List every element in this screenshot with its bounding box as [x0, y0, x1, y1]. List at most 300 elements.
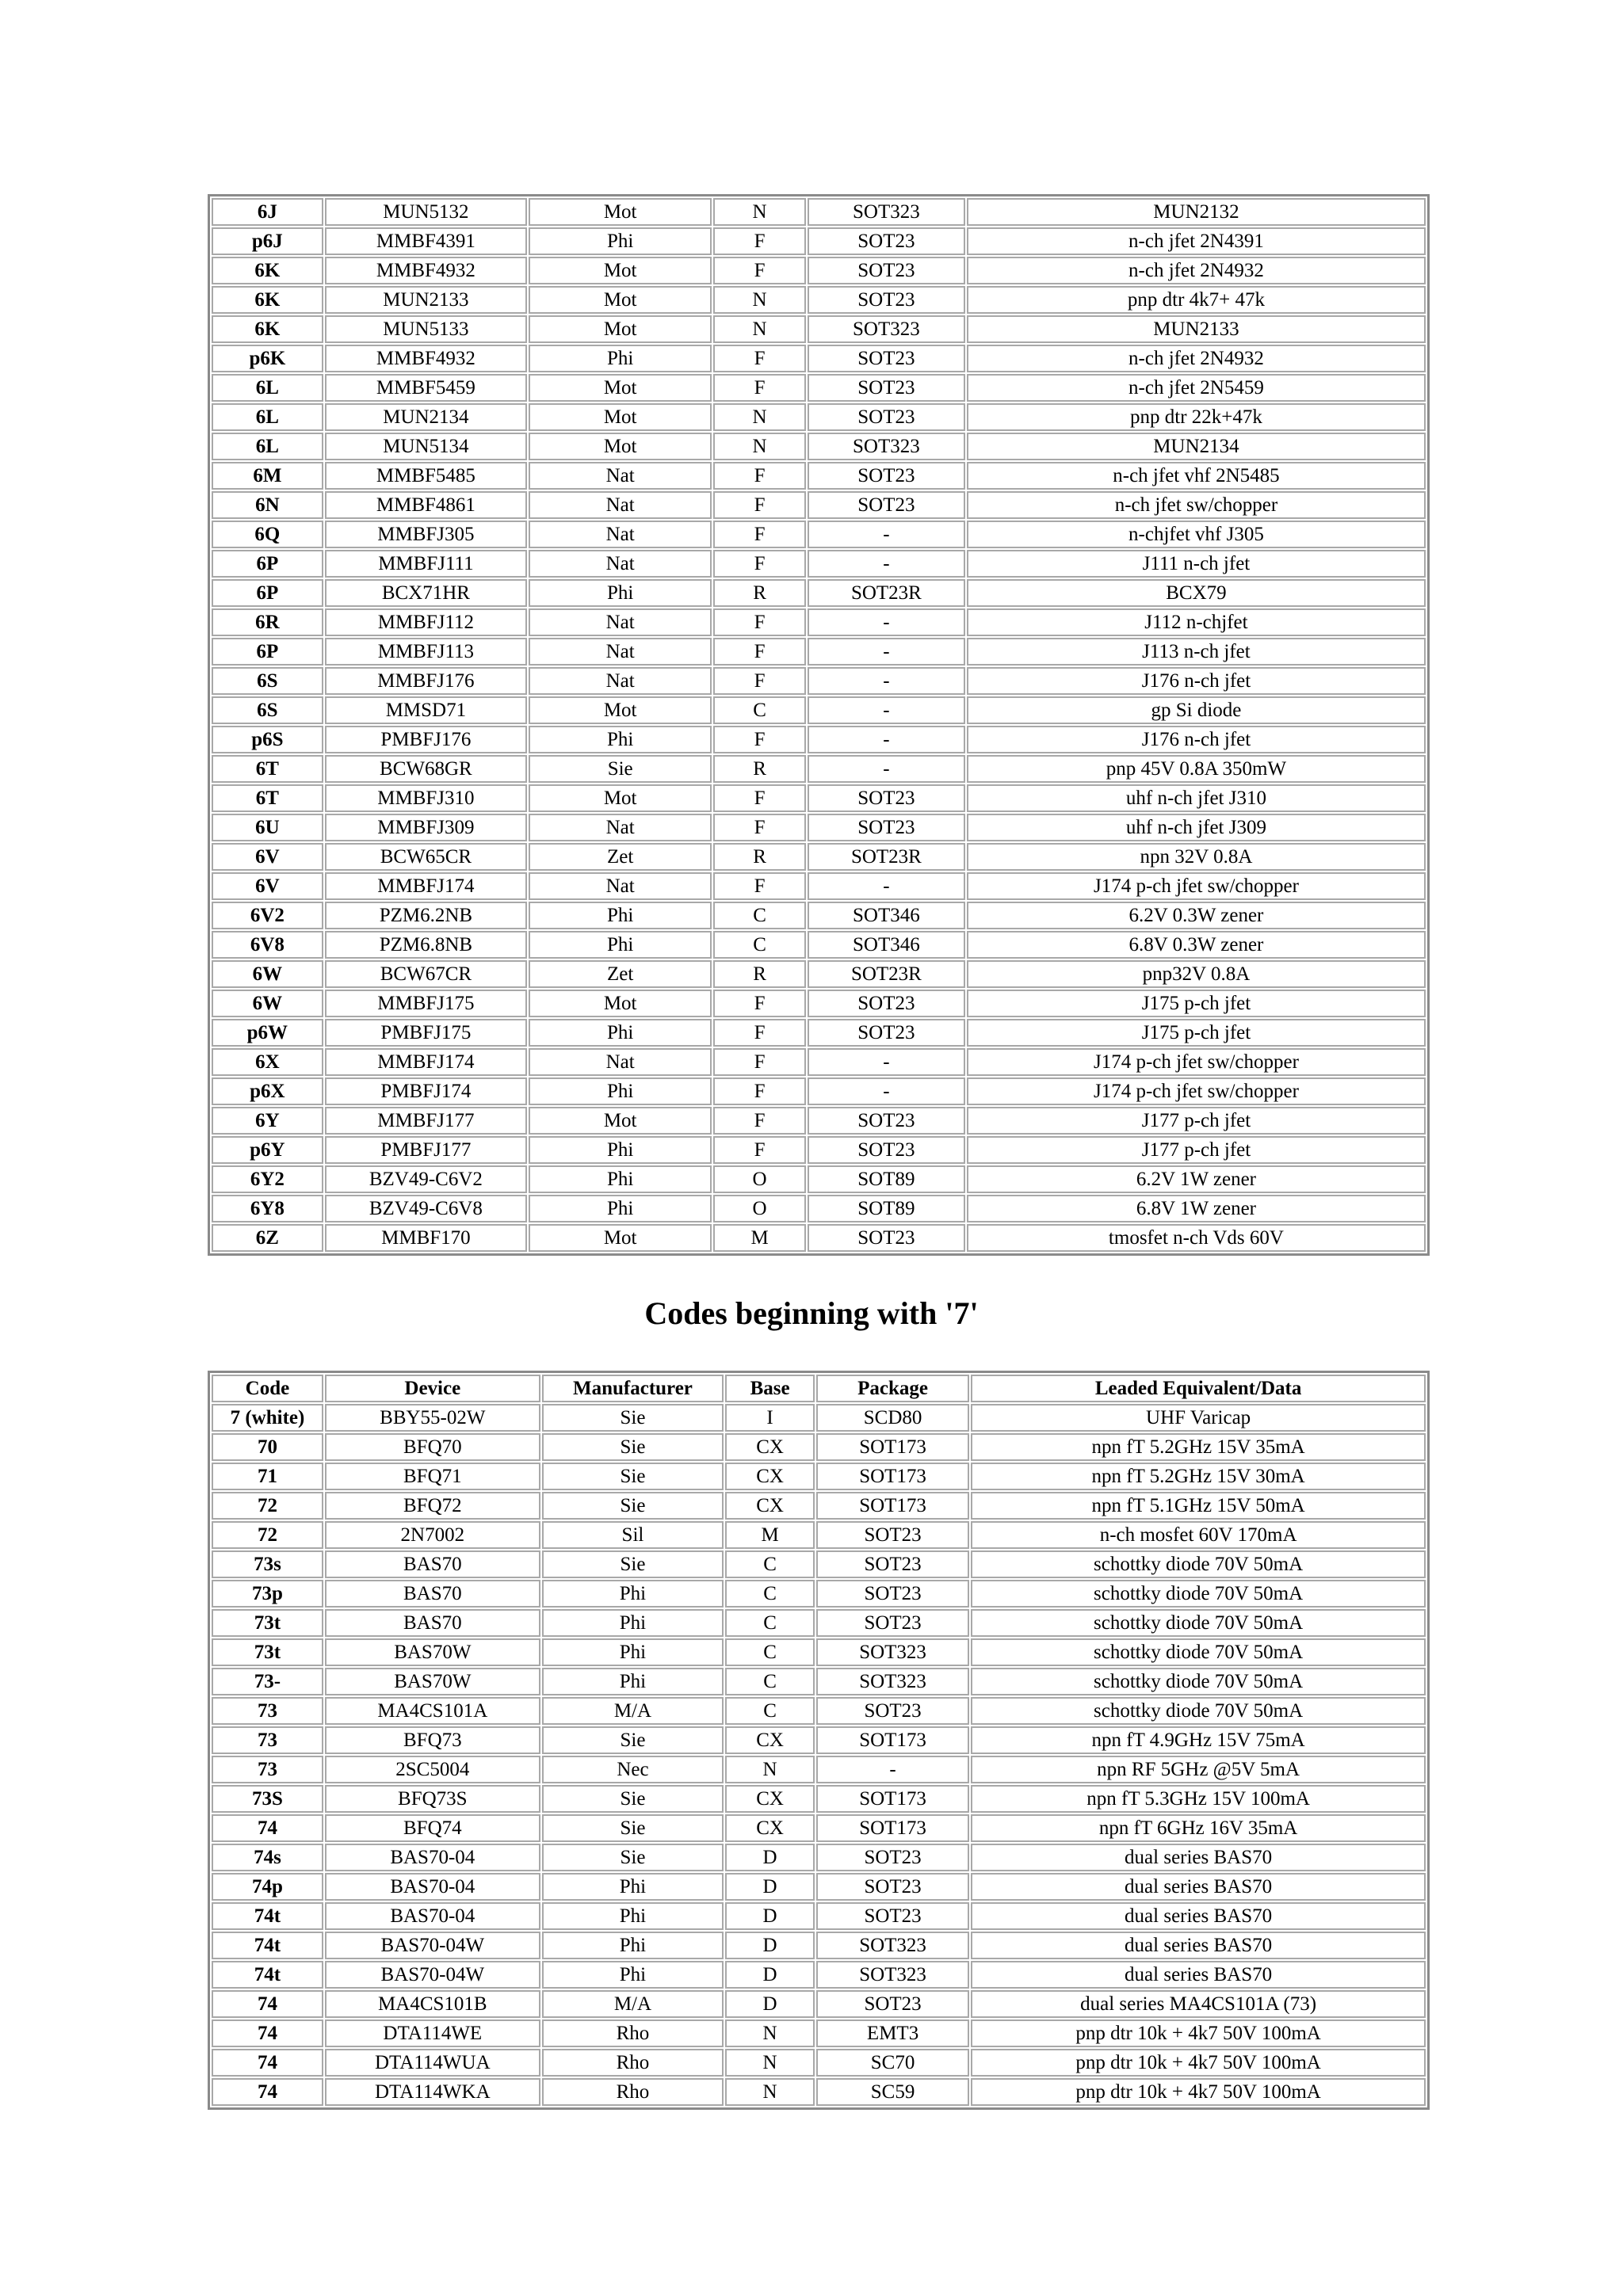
table-row: [212, 1077, 1426, 1105]
base-cell: F: [713, 990, 806, 1017]
table-row: [212, 198, 1426, 226]
base-cell: M: [713, 1224, 806, 1252]
device-cell: MMBFJ174: [325, 872, 527, 900]
device-cell: MMBFJ111: [325, 550, 527, 578]
base-cell: N: [725, 2078, 815, 2106]
table-row: [212, 257, 1426, 284]
manufacturer-cell: Phi: [542, 1873, 724, 1901]
manufacturer-cell: Phi: [529, 227, 712, 255]
device-cell: MMBFJ310: [325, 784, 527, 812]
table-row: [212, 1814, 1426, 1842]
data-cell: J177 p-ch jfet: [967, 1136, 1426, 1164]
code-cell: p6K: [212, 345, 323, 372]
device-cell: PMBFJ176: [325, 726, 527, 753]
code-cell: 73p: [212, 1580, 323, 1608]
data-cell: J175 p-ch jfet: [967, 1019, 1426, 1047]
table-row: [212, 374, 1426, 402]
code-cell: 74: [212, 2019, 323, 2047]
package-cell: SOT346: [808, 931, 965, 959]
package-cell: SC70: [816, 2049, 969, 2077]
table-row: [212, 1638, 1426, 1666]
data-cell: MUN2132: [967, 198, 1426, 226]
data-cell: pnp dtr 22k+47k: [967, 403, 1426, 431]
data-cell: pnp32V 0.8A: [967, 960, 1426, 988]
data-cell: schottky diode 70V 50mA: [971, 1638, 1426, 1666]
table-row: [212, 1726, 1426, 1754]
data-cell: dual series BAS70: [971, 1902, 1426, 1930]
manufacturer-cell: Sie: [542, 1433, 724, 1461]
base-cell: CX: [725, 1463, 815, 1490]
package-cell: SOT173: [816, 1492, 969, 1520]
package-cell: SOT23: [816, 1902, 969, 1930]
device-cell: MA4CS101B: [325, 1990, 540, 2018]
data-cell: uhf n-ch jfet J310: [967, 784, 1426, 812]
base-cell: C: [725, 1668, 815, 1695]
table-row: [212, 638, 1426, 666]
data-cell: 6.2V 0.3W zener: [967, 902, 1426, 929]
base-cell: CX: [725, 1785, 815, 1813]
data-cell: n-ch jfet sw/chopper: [967, 491, 1426, 519]
base-cell: C: [713, 902, 806, 929]
table-row: [212, 784, 1426, 812]
device-cell: MMBF4861: [325, 491, 527, 519]
base-cell: C: [713, 931, 806, 959]
manufacturer-cell: Mot: [529, 286, 712, 314]
package-cell: SOT23: [808, 1136, 965, 1164]
manufacturer-cell: Sie: [542, 1404, 724, 1432]
data-cell: n-ch jfet 2N4932: [967, 257, 1426, 284]
code-cell: 6Y2: [212, 1165, 323, 1193]
header-row: [212, 1375, 1426, 1402]
table-row: [212, 1165, 1426, 1193]
table-row: [212, 902, 1426, 929]
manufacturer-cell: Mot: [529, 433, 712, 460]
code-cell: 73: [212, 1697, 323, 1725]
package-cell: -: [808, 726, 965, 753]
device-cell: PMBFJ175: [325, 1019, 527, 1047]
code-cell: 73S: [212, 1785, 323, 1813]
table-row: [212, 2049, 1426, 2077]
table-row: [212, 1697, 1426, 1725]
data-cell: pnp dtr 10k + 4k7 50V 100mA: [971, 2019, 1426, 2047]
manufacturer-cell: Sil: [542, 1521, 724, 1549]
code-cell: 73: [212, 1726, 323, 1754]
manufacturer-cell: M/A: [542, 1697, 724, 1725]
data-cell: n-chjfet vhf J305: [967, 521, 1426, 548]
data-cell: n-ch jfet 2N4391: [967, 227, 1426, 255]
manufacturer-cell: Phi: [529, 1195, 712, 1222]
data-cell: J174 p-ch jfet sw/chopper: [967, 1048, 1426, 1076]
base-cell: N: [713, 198, 806, 226]
manufacturer-cell: Mot: [529, 257, 712, 284]
base-cell: F: [713, 550, 806, 578]
data-cell: J113 n-ch jfet: [967, 638, 1426, 666]
data-cell: J176 n-ch jfet: [967, 667, 1426, 695]
manufacturer-cell: Mot: [529, 1107, 712, 1135]
package-cell: -: [816, 1756, 969, 1783]
code-cell: 6L: [212, 403, 323, 431]
code-cell: p6J: [212, 227, 323, 255]
manufacturer-cell: Phi: [542, 1668, 724, 1695]
base-cell: F: [713, 784, 806, 812]
device-cell: MMBF4932: [325, 345, 527, 372]
data-cell: schottky diode 70V 50mA: [971, 1550, 1426, 1578]
package-cell: SOT23: [808, 462, 965, 490]
table-row: [212, 1463, 1426, 1490]
package-cell: SOT23R: [808, 579, 965, 607]
code-cell: 6N: [212, 491, 323, 519]
table-row: [212, 1844, 1426, 1871]
device-cell: BZV49-C6V8: [325, 1195, 527, 1222]
table-row: [212, 1580, 1426, 1608]
base-cell: F: [713, 1048, 806, 1076]
data-cell: npn 32V 0.8A: [967, 843, 1426, 871]
manufacturer-cell: Rho: [542, 2049, 724, 2077]
base-cell: F: [713, 491, 806, 519]
code-cell: 6T: [212, 755, 323, 783]
device-cell: MMBFJ175: [325, 990, 527, 1017]
data-cell: n-ch jfet 2N4932: [967, 345, 1426, 372]
device-cell: MMBFJ112: [325, 608, 527, 636]
device-cell: BCX71HR: [325, 579, 527, 607]
code-cell: p6X: [212, 1077, 323, 1105]
manufacturer-cell: Nat: [529, 667, 712, 695]
table-row: [212, 872, 1426, 900]
code-cell: 6Y: [212, 1107, 323, 1135]
device-cell: DTA114WKA: [325, 2078, 540, 2106]
data-cell: J111 n-ch jfet: [967, 550, 1426, 578]
device-cell: MMBF4932: [325, 257, 527, 284]
device-cell: MMBFJ309: [325, 814, 527, 841]
base-cell: D: [725, 1961, 815, 1989]
data-cell: 6.2V 1W zener: [967, 1165, 1426, 1193]
device-cell: BAS70-04: [325, 1902, 540, 1930]
manufacturer-cell: Nat: [529, 550, 712, 578]
table-row: [212, 843, 1426, 871]
package-cell: SOT23R: [808, 960, 965, 988]
manufacturer-cell: Rho: [542, 2078, 724, 2106]
device-cell: MUN2134: [325, 403, 527, 431]
table-row: [212, 1902, 1426, 1930]
code-cell: 6M: [212, 462, 323, 490]
codes-7-table: [208, 1371, 1430, 2110]
base-cell: D: [725, 1902, 815, 1930]
device-cell: MMBFJ174: [325, 1048, 527, 1076]
device-cell: BFQ73S: [325, 1785, 540, 1813]
data-cell: J176 n-ch jfet: [967, 726, 1426, 753]
manufacturer-cell: Phi: [529, 1136, 712, 1164]
manufacturer-cell: Nat: [529, 521, 712, 548]
base-cell: F: [713, 227, 806, 255]
base-cell: F: [713, 814, 806, 841]
package-cell: SOT23: [808, 374, 965, 402]
data-cell: J175 p-ch jfet: [967, 990, 1426, 1017]
data-cell: n-ch jfet 2N5459: [967, 374, 1426, 402]
device-cell: MMBF170: [325, 1224, 527, 1252]
device-cell: MMSD71: [325, 696, 527, 724]
code-cell: 74t: [212, 1932, 323, 1959]
code-cell: 6K: [212, 257, 323, 284]
package-cell: SOT323: [816, 1932, 969, 1959]
manufacturer-cell: Zet: [529, 843, 712, 871]
code-cell: 74: [212, 2049, 323, 2077]
data-cell: npn fT 4.9GHz 15V 75mA: [971, 1726, 1426, 1754]
code-cell: 73t: [212, 1638, 323, 1666]
code-cell: 6W: [212, 960, 323, 988]
data-cell: UHF Varicap: [971, 1404, 1426, 1432]
code-cell: 6K: [212, 286, 323, 314]
manufacturer-cell: Nec: [542, 1756, 724, 1783]
code-cell: 72: [212, 1492, 323, 1520]
device-cell: MMBF5485: [325, 462, 527, 490]
data-cell: npn RF 5GHz @5V 5mA: [971, 1756, 1426, 1783]
base-cell: N: [713, 286, 806, 314]
table-row: [212, 462, 1426, 490]
manufacturer-cell: Phi: [542, 1580, 724, 1608]
base-cell: C: [713, 696, 806, 724]
manufacturer-cell: Phi: [529, 1019, 712, 1047]
table-row: [212, 1873, 1426, 1901]
data-cell: pnp dtr 10k + 4k7 50V 100mA: [971, 2078, 1426, 2106]
device-cell: MMBFJ113: [325, 638, 527, 666]
codes-7-table-header: [212, 1375, 1426, 1402]
code-cell: 6U: [212, 814, 323, 841]
package-cell: -: [808, 521, 965, 548]
code-cell: p6Y: [212, 1136, 323, 1164]
table-row: [212, 433, 1426, 460]
device-cell: BAS70-04: [325, 1844, 540, 1871]
base-cell: CX: [725, 1433, 815, 1461]
device-cell: BBY55-02W: [325, 1404, 540, 1432]
code-cell: 6V: [212, 843, 323, 871]
data-cell: MUN2133: [967, 315, 1426, 343]
base-cell: R: [713, 960, 806, 988]
device-cell: BAS70: [325, 1580, 540, 1608]
table-row: [212, 579, 1426, 607]
table-row: [212, 1550, 1426, 1578]
base-cell: F: [713, 345, 806, 372]
manufacturer-cell: Phi: [542, 1609, 724, 1637]
code-cell: 6L: [212, 374, 323, 402]
package-cell: SC59: [816, 2078, 969, 2106]
manufacturer-cell: Phi: [542, 1638, 724, 1666]
base-cell: N: [713, 433, 806, 460]
table-row: [212, 755, 1426, 783]
base-cell: O: [713, 1165, 806, 1193]
code-cell: 7 (white): [212, 1404, 323, 1432]
base-cell: C: [725, 1550, 815, 1578]
code-cell: 74t: [212, 1961, 323, 1989]
code-cell: 6Q: [212, 521, 323, 548]
base-cell: N: [725, 1756, 815, 1783]
device-cell: BAS70-04: [325, 1873, 540, 1901]
table-row: [212, 1433, 1426, 1461]
manufacturer-cell: Phi: [529, 345, 712, 372]
package-cell: SOT323: [808, 198, 965, 226]
device-cell: PZM6.8NB: [325, 931, 527, 959]
table-row: [212, 2019, 1426, 2047]
device-cell: BAS70W: [325, 1638, 540, 1666]
package-cell: -: [808, 638, 965, 666]
package-cell: SOT23: [808, 491, 965, 519]
base-cell: N: [713, 315, 806, 343]
data-cell: J112 n-chjfet: [967, 608, 1426, 636]
package-cell: SOT323: [816, 1638, 969, 1666]
device-cell: PMBFJ174: [325, 1077, 527, 1105]
data-cell: J174 p-ch jfet sw/chopper: [967, 872, 1426, 900]
package-cell: SOT23: [808, 1019, 965, 1047]
manufacturer-cell: Phi: [542, 1902, 724, 1930]
device-cell: MMBFJ305: [325, 521, 527, 548]
package-cell: SOT323: [808, 315, 965, 343]
code-cell: 6X: [212, 1048, 323, 1076]
package-cell: -: [808, 872, 965, 900]
data-cell: pnp 45V 0.8A 350mW: [967, 755, 1426, 783]
package-cell: EMT3: [816, 2019, 969, 2047]
base-cell: R: [713, 755, 806, 783]
section-heading-7: Codes beginning with '7': [644, 1295, 979, 1331]
codes-6-table-body: [212, 198, 1426, 1252]
manufacturer-cell: Sie: [542, 1785, 724, 1813]
table-row: [212, 667, 1426, 695]
base-cell: CX: [725, 1814, 815, 1842]
data-cell: schottky diode 70V 50mA: [971, 1580, 1426, 1608]
device-cell: PZM6.2NB: [325, 902, 527, 929]
manufacturer-cell: Mot: [529, 990, 712, 1017]
table-row: [212, 1224, 1426, 1252]
code-cell: 70: [212, 1433, 323, 1461]
package-cell: SOT23: [808, 814, 965, 841]
package-cell: SOT346: [808, 902, 965, 929]
table-row: [212, 521, 1426, 548]
data-cell: pnp dtr 4k7+ 47k: [967, 286, 1426, 314]
manufacturer-cell: Mot: [529, 198, 712, 226]
base-cell: F: [713, 1019, 806, 1047]
table-row: [212, 345, 1426, 372]
table-row: [212, 1048, 1426, 1076]
base-cell: F: [713, 638, 806, 666]
table-row: [212, 1521, 1426, 1549]
table-row: [212, 931, 1426, 959]
data-cell: schottky diode 70V 50mA: [971, 1668, 1426, 1695]
device-cell: BAS70: [325, 1609, 540, 1637]
table-row: [212, 315, 1426, 343]
device-cell: 2N7002: [325, 1521, 540, 1549]
data-cell: dual series BAS70: [971, 1961, 1426, 1989]
code-cell: p6W: [212, 1019, 323, 1047]
base-cell: D: [725, 1844, 815, 1871]
device-cell: BFQ74: [325, 1814, 540, 1842]
table-row: [212, 696, 1426, 724]
data-cell: dual series BAS70: [971, 1873, 1426, 1901]
manufacturer-cell: Sie: [529, 755, 712, 783]
code-cell: 6S: [212, 667, 323, 695]
base-cell: F: [713, 608, 806, 636]
table-row: [212, 491, 1426, 519]
code-cell: 73: [212, 1756, 323, 1783]
table-row: [212, 1107, 1426, 1135]
code-cell: 71: [212, 1463, 323, 1490]
manufacturer-cell: Mot: [529, 403, 712, 431]
code-cell: 74p: [212, 1873, 323, 1901]
manufacturer-cell: Mot: [529, 1224, 712, 1252]
device-cell: BAS70-04W: [325, 1932, 540, 1959]
table-row: [212, 608, 1426, 636]
manufacturer-cell: Nat: [529, 1048, 712, 1076]
code-cell: 6S: [212, 696, 323, 724]
device-cell: DTA114WUA: [325, 2049, 540, 2077]
base-cell: N: [725, 2019, 815, 2047]
base-cell: D: [725, 1990, 815, 2018]
package-cell: SOT323: [816, 1961, 969, 1989]
package-cell: SOT23: [808, 1107, 965, 1135]
manufacturer-cell: Mot: [529, 374, 712, 402]
package-cell: SOT173: [816, 1785, 969, 1813]
table-row: [212, 726, 1426, 753]
base-cell: D: [725, 1932, 815, 1959]
code-cell: 6T: [212, 784, 323, 812]
data-cell: npn fT 6GHz 16V 35mA: [971, 1814, 1426, 1842]
table-row: [212, 960, 1426, 988]
package-cell: SOT23R: [808, 843, 965, 871]
manufacturer-cell: Phi: [529, 902, 712, 929]
codes-7-table-body: [212, 1404, 1426, 2106]
package-cell: SOT23: [808, 227, 965, 255]
code-cell: 74: [212, 2078, 323, 2106]
base-cell: F: [713, 374, 806, 402]
code-cell: 73s: [212, 1550, 323, 1578]
manufacturer-cell: Mot: [529, 696, 712, 724]
code-cell: 6P: [212, 579, 323, 607]
table-row: [212, 1756, 1426, 1783]
device-cell: MUN5132: [325, 198, 527, 226]
base-cell: F: [713, 872, 806, 900]
manufacturer-cell: Mot: [529, 315, 712, 343]
package-cell: SOT173: [816, 1726, 969, 1754]
package-cell: SOT23: [816, 1580, 969, 1608]
code-cell: 6K: [212, 315, 323, 343]
manufacturer-cell: M/A: [542, 1990, 724, 2018]
package-cell: SOT173: [816, 1814, 969, 1842]
data-cell: n-ch jfet vhf 2N5485: [967, 462, 1426, 490]
column-header-code: Code: [212, 1375, 323, 1402]
data-cell: tmosfet n-ch Vds 60V: [967, 1224, 1426, 1252]
table-row: [212, 990, 1426, 1017]
package-cell: -: [808, 755, 965, 783]
device-cell: BFQ72: [325, 1492, 540, 1520]
code-cell: 74: [212, 1990, 323, 2018]
code-cell: 6L: [212, 433, 323, 460]
package-cell: SOT23: [808, 286, 965, 314]
package-cell: SOT173: [816, 1433, 969, 1461]
manufacturer-cell: Sie: [542, 1463, 724, 1490]
code-cell: 6V: [212, 872, 323, 900]
data-cell: n-ch mosfet 60V 170mA: [971, 1521, 1426, 1549]
table-row: [212, 1785, 1426, 1813]
base-cell: M: [725, 1521, 815, 1549]
manufacturer-cell: Rho: [542, 2019, 724, 2047]
manufacturer-cell: Phi: [529, 1077, 712, 1105]
device-cell: DTA114WE: [325, 2019, 540, 2047]
device-cell: MMBF4391: [325, 227, 527, 255]
code-cell: 74t: [212, 1902, 323, 1930]
base-cell: I: [725, 1404, 815, 1432]
data-cell: dual series MA4CS101A (73): [971, 1990, 1426, 2018]
package-cell: -: [808, 667, 965, 695]
table-row: [212, 1195, 1426, 1222]
device-cell: BCW68GR: [325, 755, 527, 783]
package-cell: SOT23: [808, 990, 965, 1017]
